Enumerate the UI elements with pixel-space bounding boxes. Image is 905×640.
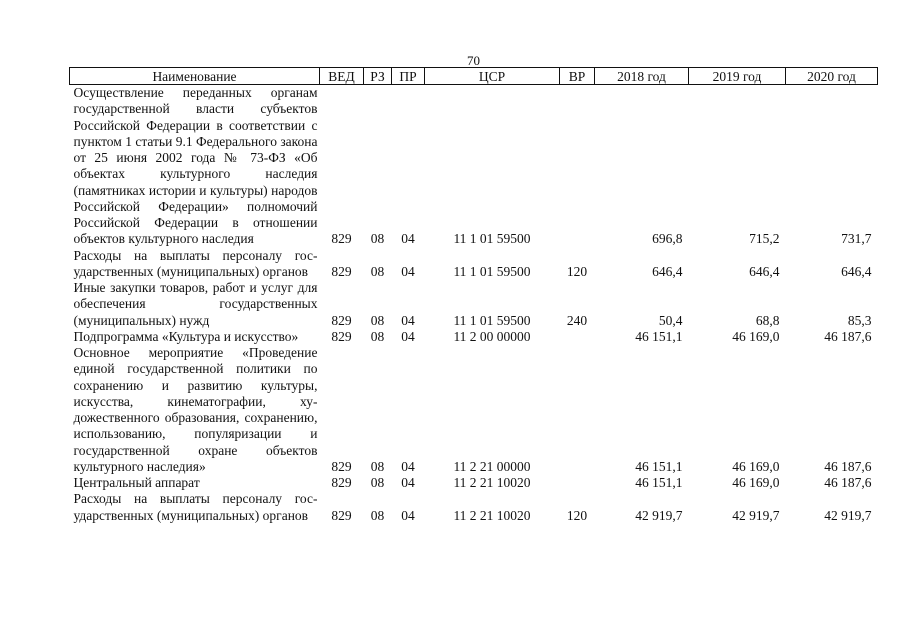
column-header-ved: ВЕД [320, 68, 364, 85]
row-ved: 829 [331, 458, 352, 474]
row-vr [560, 345, 595, 475]
row-csr: 11 2 21 10020 [453, 507, 531, 523]
row-pr: 04 [401, 458, 415, 474]
row-2019: 46 169,0 [732, 458, 780, 474]
row-2019: 46 169,0 [732, 475, 780, 490]
row-2019: 646,4 [749, 263, 780, 279]
row-name: Основное мероприятие «Проведение единой государственной политики по сохранению и развитию культуры, искусства, кинематографии, художественного образования, сохранению, использованию, популяризации и государственной охране объектов культурного наследия» [73, 345, 318, 474]
budget-table [69, 67, 878, 524]
row-rz: 08 [370, 507, 385, 523]
table-header-row [70, 68, 878, 85]
row-2019: 46 169,0 [732, 328, 780, 344]
column-header-name: Наименование [70, 68, 320, 85]
row-csr: 11 2 21 10020 [453, 475, 531, 490]
row-vr: 120 [566, 507, 588, 523]
row-rz: 08 [370, 263, 385, 279]
row-ved: 829 [331, 231, 352, 247]
row-csr: 11 2 00 00000 [453, 328, 531, 344]
row-name: Подпрограмма «Культура и искусство» [73, 328, 299, 344]
row-name: Иные закупки товаров, работ и услуг для обеспечения государственных (муниципальных) нужд [73, 280, 318, 328]
row-2019: 42 919,7 [732, 507, 780, 523]
table-row [70, 248, 878, 281]
row-ved: 829 [331, 312, 352, 328]
row-vr: 120 [566, 263, 588, 279]
row-vr [560, 85, 595, 248]
table-row [70, 491, 878, 524]
row-name: Расходы на выплаты персоналу государственных (муниципальных) органов [73, 247, 318, 279]
row-2020: 42 919,7 [824, 507, 872, 523]
row-ved: 829 [331, 475, 352, 490]
row-2018: 696,8 [652, 231, 683, 247]
row-2019: 68,8 [755, 312, 780, 328]
row-2018: 42 919,7 [635, 507, 683, 523]
row-2019: 715,2 [749, 231, 780, 247]
row-2018: 50,4 [658, 312, 683, 328]
row-2018: 46 151,1 [635, 328, 683, 344]
row-pr: 04 [401, 328, 415, 344]
column-header-rz: РЗ [364, 68, 392, 85]
row-rz: 08 [370, 328, 385, 344]
row-rz: 08 [370, 231, 385, 247]
row-csr: 11 2 21 00000 [453, 458, 531, 474]
row-pr: 04 [401, 475, 415, 490]
row-pr: 04 [401, 231, 415, 247]
row-csr: 11 1 01 59500 [453, 312, 531, 328]
row-2020: 46 187,6 [824, 328, 872, 344]
row-csr: 11 1 01 59500 [453, 263, 531, 279]
table-row [70, 280, 878, 329]
column-header-2018: 2018 год [595, 68, 689, 85]
row-csr: 11 1 01 59500 [453, 231, 531, 247]
row-rz: 08 [370, 312, 385, 328]
row-2020: 46 187,6 [824, 458, 872, 474]
page-number: 70 [467, 53, 480, 68]
row-ved: 829 [331, 328, 352, 344]
row-vr [560, 475, 595, 491]
column-header-2020: 2020 год [786, 68, 878, 85]
row-2020: 731,7 [841, 231, 872, 247]
row-pr: 04 [401, 507, 415, 523]
row-name: Расходы на выплаты персоналу государственных (муниципальных) органов [73, 491, 318, 523]
row-2018: 646,4 [652, 263, 683, 279]
table-row [70, 85, 878, 248]
row-2020: 46 187,6 [824, 475, 872, 490]
row-2018: 46 151,1 [635, 475, 683, 490]
row-vr: 240 [566, 312, 588, 328]
table-row [70, 475, 878, 491]
column-header-csr: ЦСР [425, 68, 560, 85]
row-ved: 829 [331, 263, 352, 279]
row-2020: 85,3 [847, 312, 872, 328]
row-rz: 08 [370, 458, 385, 474]
column-header-vr: ВР [560, 68, 595, 85]
table-row [70, 329, 878, 345]
table-body [70, 85, 878, 524]
row-pr: 04 [401, 263, 415, 279]
row-pr: 04 [401, 312, 415, 328]
row-2020: 646,4 [841, 263, 872, 279]
column-header-2019: 2019 год [689, 68, 786, 85]
row-vr [560, 329, 595, 345]
row-name: Центральный аппарат [73, 475, 200, 490]
row-name: Осуществление переданных органам государственной власти субъектов Российской Федерации в соответствии с пунктом 1 статьи 9.1 Федерального закона от 25 июня 2002 года № 73-ФЗ «Об объектах культурного наследия (памятниках истории и культуры) народов Российской Федерации» полномочий Российской Федерации в отношении объектов культурного наследия [73, 85, 318, 247]
row-rz: 08 [370, 475, 385, 490]
row-ved: 829 [331, 507, 352, 523]
table-row [70, 345, 878, 475]
column-header-pr: ПР [392, 68, 425, 85]
row-2018: 46 151,1 [635, 458, 683, 474]
